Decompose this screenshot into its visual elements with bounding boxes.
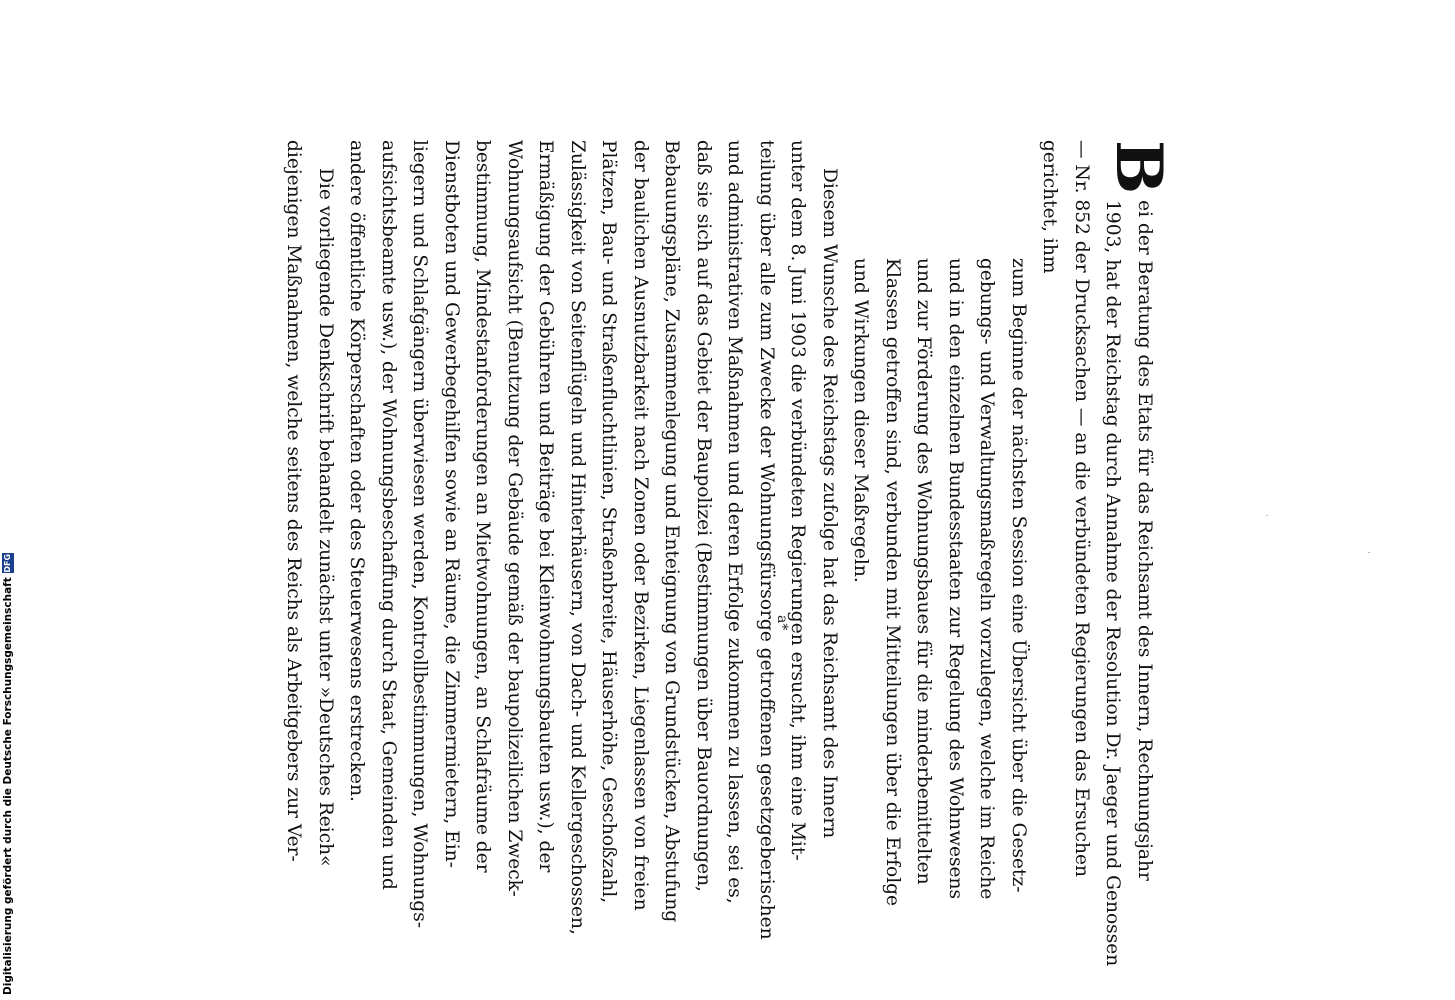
text-line: Ermäßigung der Gebühren und Beiträge bei Kleinwohnungsbauten usw.), der xyxy=(535,140,557,873)
digitization-credit xyxy=(2,553,14,995)
text-line: Plätzen, Bau- und Straßenfluchtlinien, Straßenbreite, Häuserhöhe, Geschoßzahl, xyxy=(598,140,620,904)
text-line: 1903, hat der Reichstag durch Annahme der Resolution Dr. Jaeger und Genossen xyxy=(1102,200,1124,967)
scan-speck xyxy=(1266,515,1268,516)
text-line: und administrativen Maßnahmen und deren Erfolge zukommen zu lassen, sei es, xyxy=(724,140,746,904)
text-line: und in den einzelnen Bundesstaaten zur Regelung des Wohnwesens xyxy=(945,258,966,900)
text-line: gebungs- und Verwaltungsmaßregeln vorzulegen, welche im Reiche xyxy=(976,258,998,900)
text-line: Wohnungsaufsicht (Benutzung der Gebäude gemäß der baupolizeilichen Zweck- xyxy=(504,140,525,897)
text-line: Zulässigkeit von Seitenflügeln und Hinterhäusern, von Dach- und Kellergeschossen, xyxy=(567,140,588,935)
text-line: andere öffentliche Körperschaften oder des Steuerwesens erstrecken. xyxy=(346,140,368,802)
document-body xyxy=(120,140,1176,967)
quoted-resolution xyxy=(845,140,1034,920)
scan-speck xyxy=(1368,552,1370,553)
text-line: daß sie sich auf das Gebiet der Baupolizei (Bestimmungen über Bauordnungen, xyxy=(693,140,714,892)
paragraph-reichsamt xyxy=(341,140,845,940)
text-line: ei der Beratung des Etats für das Reichsamt des Innern, Rechnungsjahr xyxy=(1134,200,1155,881)
drop-cap: B xyxy=(1101,140,1176,195)
text-line: bestimmung, Mindestanforderungen an Mietwohnungen, an Schlafräume der xyxy=(472,140,494,873)
text-line: Bebauungspläne, Zusammenlegung und Enteignung von Grundstücken, Abstufung xyxy=(661,140,683,923)
text-line: Die vorliegende Denkschrift behandelt zunächst unter »Deutsches Reich« xyxy=(315,168,336,867)
text-line: unter dem 8. Juni 1903 die verbündeten Regierungen ersucht, ihm eine Mit- xyxy=(787,140,809,861)
text-line: gerichtet, ihm xyxy=(1039,140,1061,274)
text-line: und Wirkungen dieser Maßregeln. xyxy=(850,258,872,583)
text-line: und zur Förderung des Wohnungsbaues für die minderbemittelten xyxy=(913,258,935,885)
text-line: diejenigen Maßnahmen, welche seitens des Reichs als Arbeitgebers zur Ver- xyxy=(283,140,305,862)
text-line: Klassen getroffen sind, verbunden mit Mitteilungen über die Erfolge xyxy=(882,258,903,907)
credit-text: Digitalisierung gefördert durch die Deutsche Forschungsgemeinschaft xyxy=(2,577,14,995)
signature-mark: a* xyxy=(774,615,790,631)
paragraph-denkschrift xyxy=(278,140,341,920)
text-line: — Nr. 852 der Drucksachen — an die verbündeten Regierungen das Ersuchen xyxy=(1071,140,1092,877)
text-line: der baulichen Ausnutzbarkeit nach Zonen oder Bezirken, Liegenlassen von freien xyxy=(630,140,651,911)
intro-paragraph xyxy=(1034,140,1176,967)
text-line: zum Beginne der nächsten Session eine Übersicht über die Gesetz- xyxy=(1008,258,1029,893)
text-line: aufsichtsbeamte usw.), der Wohnungsbeschaffung durch Staat, Gemeinden und xyxy=(378,140,399,890)
dfg-logo[interactable]: DFG xyxy=(3,553,12,573)
text-line: liegern und Schlafgängern überwiesen werden, Kontrollbestimmungen, Wohnungs- xyxy=(409,140,431,929)
text-line: teilung über alle zum Zwecke der Wohnungsfürsorge getroffenen gesetzgeberischen xyxy=(756,140,777,940)
text-line: Dienstboten und Gewerbegehilfen sowie an Räume, die Zimmermietern, Ein- xyxy=(441,140,462,868)
text-line: Diesem Wunsche des Reichstags zufolge hat das Reichsamt des Innern xyxy=(819,168,840,839)
